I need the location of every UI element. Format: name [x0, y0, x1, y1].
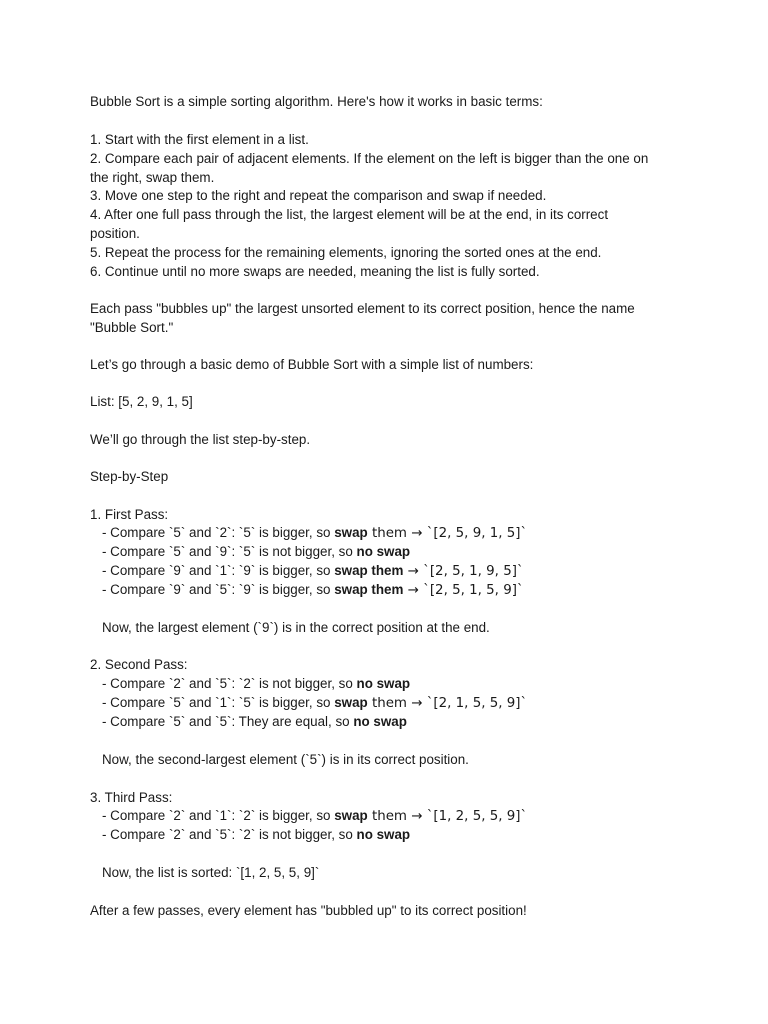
no-swap-label: no swap — [356, 544, 411, 559]
swap-result: → `[2, 5, 1, 9, 5]` — [403, 564, 524, 579]
pass-title: 1. First Pass: — [90, 507, 169, 522]
step-item: 6. Continue until no more swaps are needed, meaning the list is fully sorted. — [90, 264, 540, 279]
comparison-line — [102, 693, 527, 712]
comparison-line — [102, 580, 524, 599]
comparison-text: - Compare `9` and `1`: `9` is bigger, so — [102, 563, 335, 578]
swap-result: them → `[1, 2, 5, 5, 9]` — [367, 809, 528, 824]
swap-label: swap — [334, 808, 368, 823]
bubbles-paragraph-line: Each pass "bubbles up" the largest unsorted element to its correct position, hence the name — [90, 301, 635, 316]
comparison-line — [102, 523, 527, 542]
comparison-text: - Compare `5` and `9`: `5` is not bigger, so — [102, 544, 357, 559]
swap-result: them → `[2, 5, 9, 1, 5]` — [367, 526, 528, 541]
swap-label: swap — [334, 525, 368, 540]
step-item: 5. Repeat the process for the remaining elements, ignoring the sorted ones at the end. — [90, 245, 602, 260]
list-line: List: [5, 2, 9, 1, 5] — [90, 394, 193, 409]
comparison-line — [102, 825, 410, 844]
pass-summary: Now, the list is sorted: `[1, 2, 5, 5, 9]` — [102, 865, 320, 880]
no-swap-label: no swap — [356, 827, 411, 842]
comparison-text: - Compare `5` and `5`: They are equal, so — [102, 714, 354, 729]
no-swap-label: no swap — [353, 714, 407, 729]
pass-summary: Now, the second-largest element (`5`) is in its correct position. — [102, 752, 469, 767]
step-item: 1. Start with the first element in a list. — [90, 132, 309, 147]
no-swap-label: no swap — [356, 676, 411, 691]
comparison-text: - Compare `2` and `5`: `2` is not bigger, so — [102, 827, 357, 842]
swap-result: → `[2, 5, 1, 5, 9]` — [403, 583, 524, 598]
comparison-line — [102, 561, 524, 580]
intro-text: Bubble Sort is a simple sorting algorithm. Here's how it works in basic terms: — [90, 94, 543, 109]
comparison-text: - Compare `2` and `1`: `2` is bigger, so — [102, 808, 335, 823]
comparison-text: - Compare `2` and `5`: `2` is not bigger, so — [102, 676, 357, 691]
swap-label: swap them — [334, 563, 404, 578]
comparison-text: - Compare `5` and `2`: `5` is bigger, so — [102, 525, 335, 540]
comparison-line — [102, 712, 407, 731]
pass-title: 2. Second Pass: — [90, 657, 188, 672]
step-item: 4. After one full pass through the list, the largest element will be at the end, in its correct — [90, 207, 609, 222]
comparison-line — [102, 542, 410, 561]
comparison-line — [102, 674, 410, 693]
comparison-text: - Compare `9` and `5`: `9` is bigger, so — [102, 582, 335, 597]
bubbles-paragraph-line: "Bubble Sort." — [90, 320, 174, 335]
step-item: 2. Compare each pair of adjacent elements. If the element on the left is bigger than the one on — [90, 151, 649, 166]
step-intro: We’ll go through the list step-by-step. — [90, 432, 311, 447]
demo-intro: Let’s go through a basic demo of Bubble Sort with a simple list of numbers: — [90, 357, 534, 372]
step-heading: Step-by-Step — [90, 469, 169, 484]
swap-label: swap them — [334, 582, 404, 597]
pass-summary: Now, the largest element (`9`) is in the correct position at the end. — [102, 620, 490, 635]
conclusion-text: After a few passes, every element has "bubbled up" to its correct position! — [90, 903, 527, 918]
comparison-text: - Compare `5` and `1`: `5` is bigger, so — [102, 695, 335, 710]
step-item: the right, swap them. — [90, 170, 215, 185]
step-item: position. — [90, 226, 140, 241]
pass-title: 3. Third Pass: — [90, 790, 173, 805]
step-item: 3. Move one step to the right and repeat the comparison and swap if needed. — [90, 188, 547, 203]
comparison-line — [102, 806, 527, 825]
swap-result: them → `[2, 1, 5, 5, 9]` — [367, 696, 528, 711]
swap-label: swap — [334, 695, 368, 710]
